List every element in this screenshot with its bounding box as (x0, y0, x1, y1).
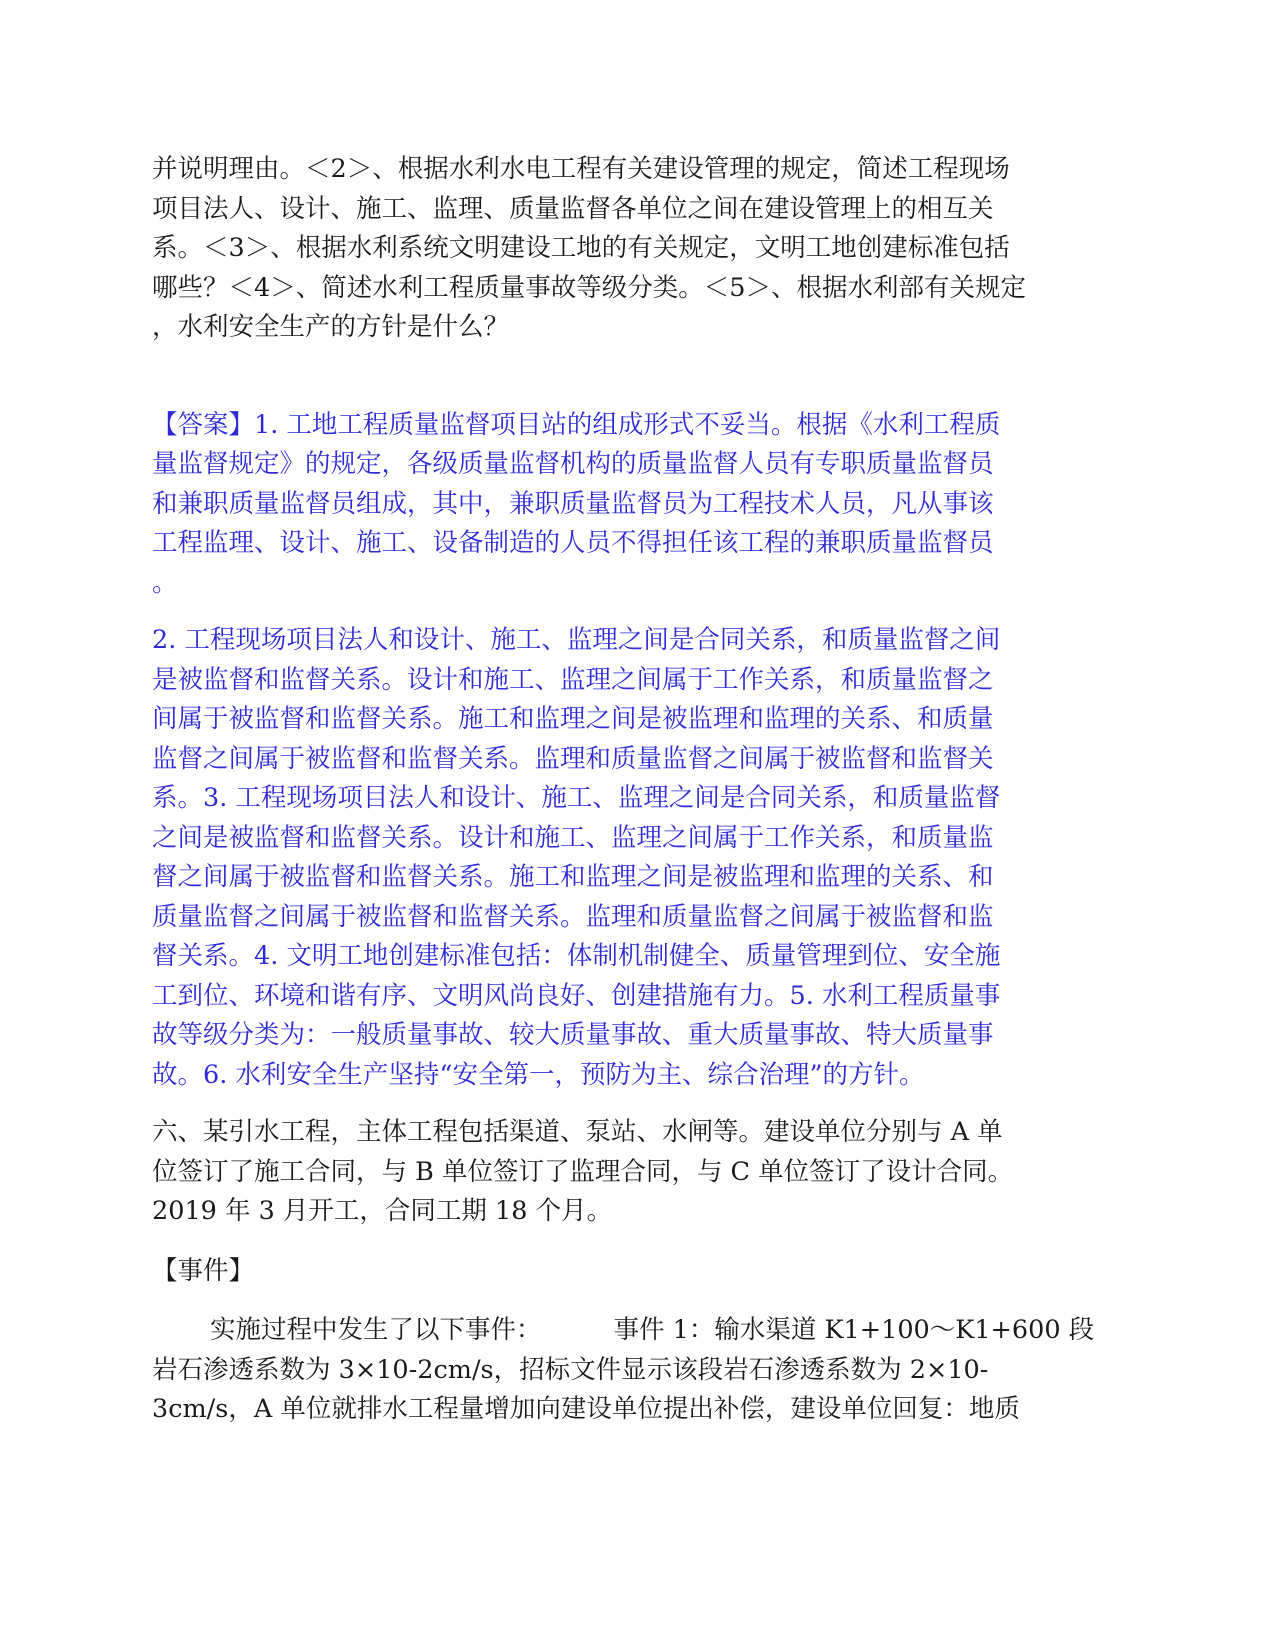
answer-line: 。 (152, 567, 178, 598)
event-1-start: 事件 1：输水渠道 K1+100～K1+600 段 (613, 1315, 1095, 1345)
answer-line: 2. 工程现场项目法人和设计、施工、监理之间是合同关系，和质量监督之间 (152, 625, 1001, 655)
event-intro: 实施过程中发生了以下事件： (210, 1315, 542, 1345)
question-paragraph (152, 150, 1124, 348)
event-paragraph (152, 1311, 1124, 1430)
answer-paragraph-1 (152, 406, 1124, 604)
answer-line: 督之间属于被监督和监督关系。施工和监理之间是被监理和监理的关系、和 (152, 862, 994, 892)
answer-line: 系。3. 工程现场项目法人和设计、施工、监理之间是合同关系，和质量监督 (152, 783, 1001, 813)
answer-line: 工到位、环境和谐有序、文明风尚良好、创建措施有力。5. 水利工程质量事 (152, 980, 1001, 1011)
answer-paragraph-2 (152, 621, 1124, 1095)
text-line: 位签订了施工合同，与 B 单位签订了监理合同，与 C 单位签订了设计合同。 (152, 1156, 1014, 1187)
document-page (152, 150, 1124, 1430)
answer-line: 间属于被监督和监督关系。施工和监理之间是被监理和监理的关系、和质量 (152, 704, 994, 734)
text-line: 3cm/s，A 单位就排水工程量增加向建设单位提出补偿，建设单位回复：地质 (152, 1394, 1020, 1424)
text-line: 岩石渗透系数为 3×10-2cm/s，招标文件显示该段岩石渗透系数为 2×10- (152, 1354, 989, 1385)
text-line: 并说明理由。＜2＞、根据水利水电工程有关建设管理的规定，简述工程现场 (152, 154, 1010, 184)
section-six-paragraph (152, 1113, 1124, 1232)
event-heading: 【事件】 (152, 1255, 255, 1286)
text-line: 系。＜3＞、根据水利系统文明建设工地的有关规定，文明工地创建标准包括 (152, 233, 1010, 263)
answer-line: 故等级分类为：一般质量事故、较大质量事故、重大质量事故、特大质量事 (152, 1020, 994, 1050)
answer-line: 故。6. 水利安全生产坚持“安全第一，预防为主、综合治理”的方针。 (152, 1059, 925, 1090)
answer-line: 和兼职质量监督员组成，其中，兼职质量监督员为工程技术人员，凡从事该 (152, 488, 994, 519)
text-line: 六、某引水工程，主体工程包括渠道、泵站、水闸等。建设单位分别与 A 单 (152, 1117, 1003, 1147)
text-line: 2019 年 3 月开工，合同工期 18 个月。 (152, 1196, 613, 1226)
answer-line: 监督之间属于被监督和监督关系。监理和质量监督之间属于被监督和监督关 (152, 743, 994, 774)
text-line: 项目法人、设计、施工、监理、质量监督各单位之间在建设管理上的相互关 (152, 193, 994, 224)
text-line: 哪些？＜4＞、简述水利工程质量事故等级分类。＜5＞、根据水利部有关规定 (152, 272, 1026, 303)
answer-line: 是被监督和监督关系。设计和施工、监理之间属于工作关系，和质量监督之 (152, 664, 994, 695)
answer-line: 量监督规定》的规定，各级质量监督机构的质量监督人员有专职质量监督员 (152, 449, 994, 479)
answer-line: 工程监理、设计、施工、设备制造的人员不得担任该工程的兼职质量监督员 (152, 528, 994, 558)
answer-line: 质量监督之间属于被监督和监督关系。监理和质量监督之间属于被监督和监 (152, 901, 994, 932)
answer-line: 督关系。4. 文明工地创建标准包括：体制机制健全、质量管理到位、安全施 (152, 941, 1001, 971)
text-line (152, 1311, 1124, 1351)
answer-line: 【答案】1. 工地工程质量监督项目站的组成形式不妥当。根据《水利工程质 (152, 409, 1001, 440)
answer-line: 之间是被监督和监督关系。设计和施工、监理之间属于工作关系，和质量监 (152, 822, 994, 853)
text-line: ，水利安全生产的方针是什么？ (152, 312, 510, 342)
